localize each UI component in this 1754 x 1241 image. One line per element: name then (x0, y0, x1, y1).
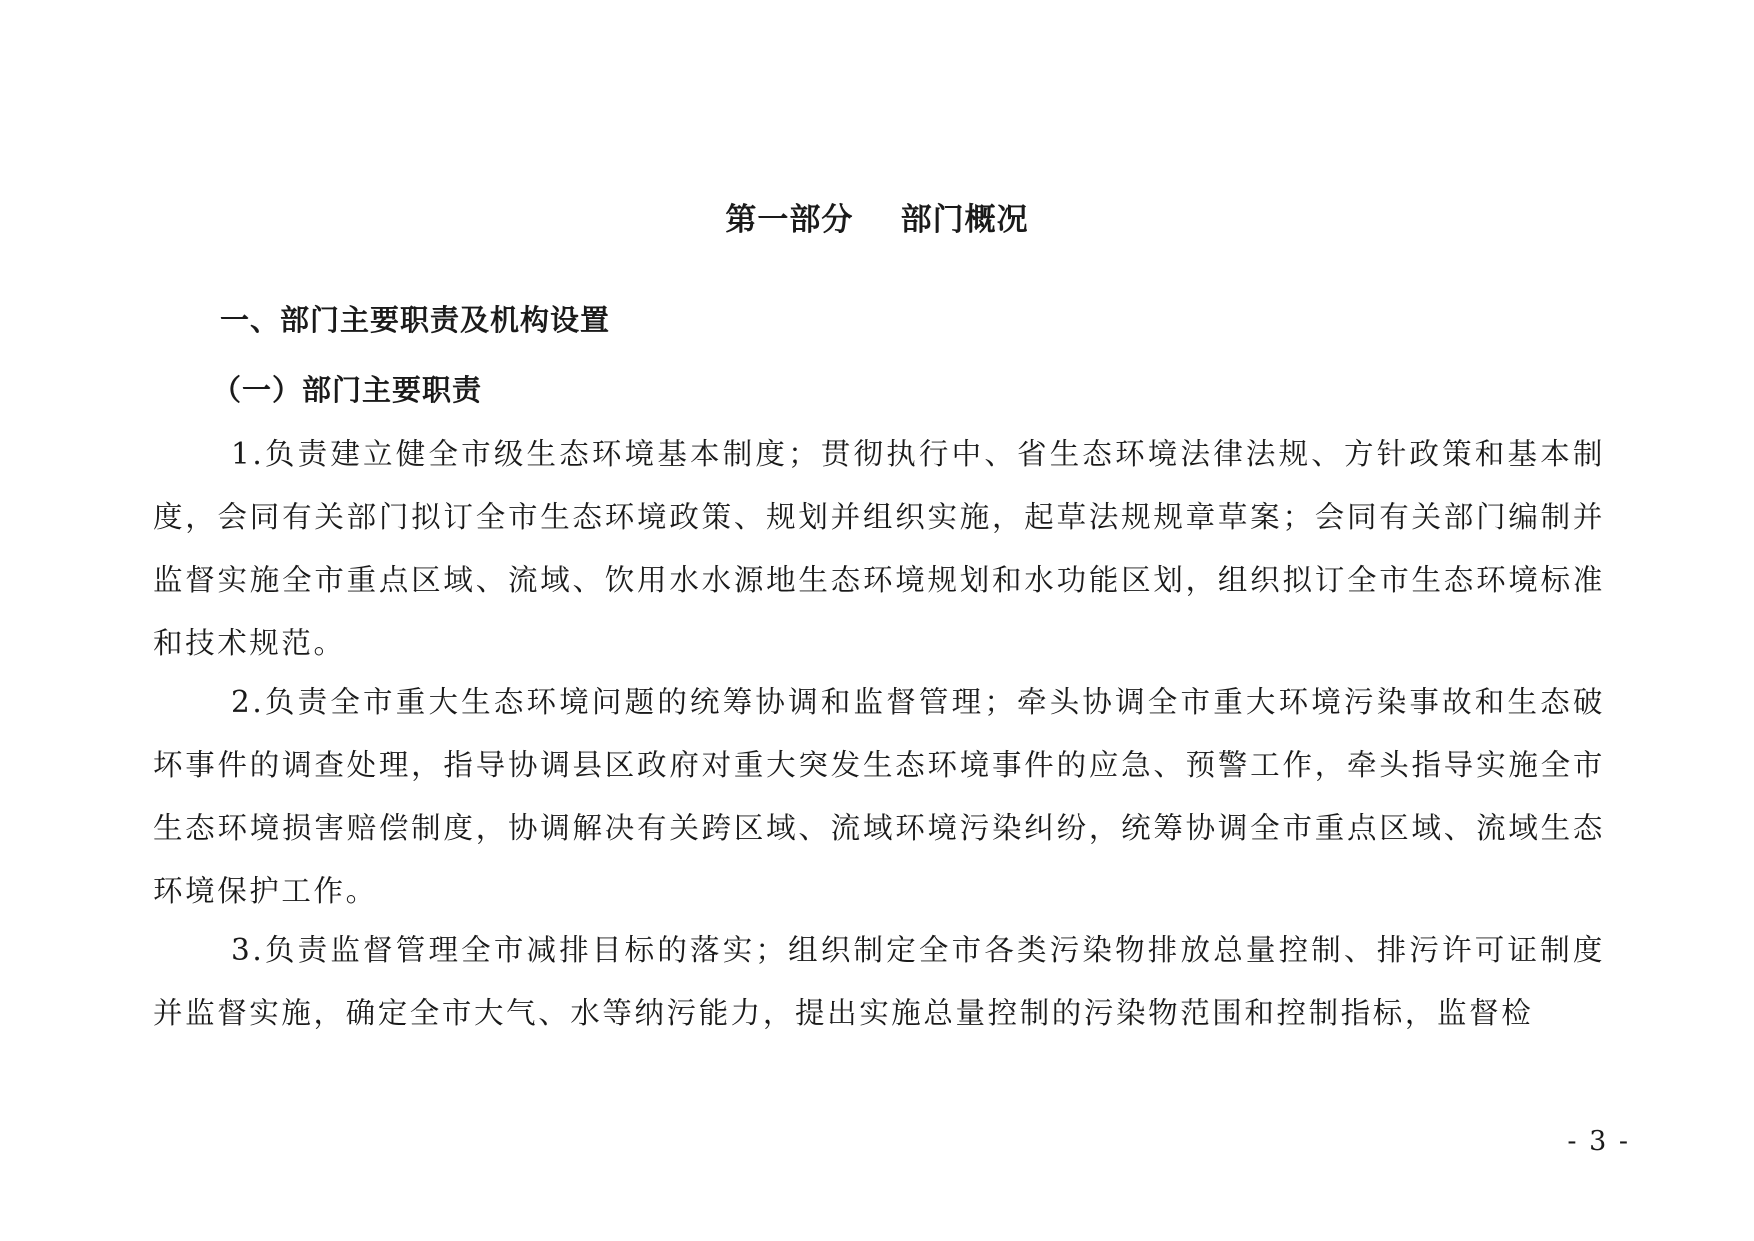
section-heading: 一、部门主要职责及机构设置 (220, 303, 611, 337)
duty-paragraph-2: 2.负责全市重大生态环境问题的统筹协调和监督管理；牵头协调全市重大环境污染事故和生态破坏事件的调查处理，指导协调县区政府对重大突发生态环境事件的应急、预警工作，牵头指导实施全市生态环境损害赔偿制度，协调解决有关跨区域、流域环境污染纠纷，统筹协调全市重点区域、流域生态环境保护工作。 (153, 685, 1605, 908)
document-title: 第一部分 部门概况 (725, 202, 1029, 238)
page-number: - 3 - (1567, 1126, 1630, 1157)
subsection-heading: （一）部门主要职责 (212, 373, 483, 407)
duty-paragraph-1: 1.负责建立健全市级生态环境基本制度；贯彻执行中、省生态环境法律法规、方针政策和基本制度，会同有关部门拟订全市生态环境政策、规划并组织实施，起草法规规章草案；会同有关部门编制并监督实施全市重点区域、流域、饮用水水源地生态环境规划和水功能区划，组织拟订全市生态环境标准和技术规范。 (153, 437, 1605, 660)
duty-paragraph-3: 3.负责监督管理全市减排目标的落实；组织制定全市各类污染物排放总量控制、排污许可证制度并监督实施，确定全市大气、水等纳污能力，提出实施总量控制的污染物范围和控制指标，监督检 (153, 933, 1605, 1030)
